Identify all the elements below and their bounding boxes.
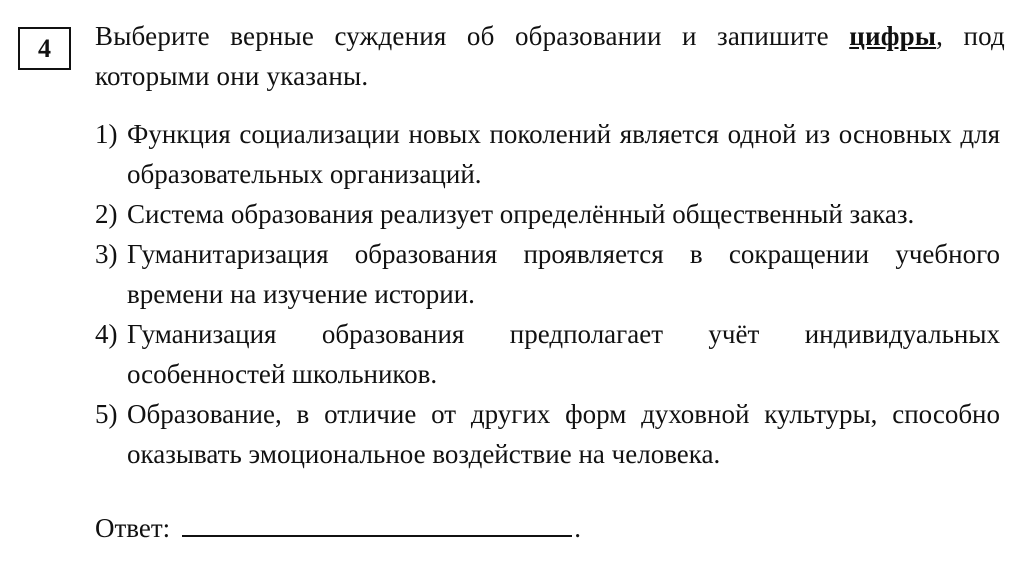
- task-number: 4: [38, 33, 51, 63]
- question-emphasis: цифры: [849, 21, 937, 51]
- options-list: [95, 114, 1000, 474]
- option-text: Функция социализации новых поколений является одной из основных для образовательных организаций.: [127, 119, 1000, 189]
- question-text: [95, 16, 1005, 96]
- option-number: 3): [95, 239, 118, 269]
- option-number: 5): [95, 399, 118, 429]
- question-after: , под которыми они указаны.: [95, 21, 1005, 91]
- option-text: Образование, в отличие от других форм духовной культуры, способно оказывать эмоциональное воздействие на человека.: [127, 399, 1000, 469]
- option-text: Гуманитаризация образования проявляется в сокращении учебного времени на изучение истории.: [127, 239, 1000, 309]
- option-4: [95, 314, 1000, 394]
- option-number: 4): [95, 319, 118, 349]
- option-3: [95, 234, 1000, 314]
- option-text: Система образования реализует определённый общественный заказ.: [127, 199, 915, 229]
- answer-row: [95, 508, 581, 548]
- option-2: [95, 194, 1000, 234]
- answer-end: .: [574, 513, 581, 543]
- option-5: [95, 394, 1000, 474]
- option-number: 2): [95, 199, 118, 229]
- option-number: 1): [95, 119, 118, 149]
- question-before: Выберите верные суждения об образовании и запишите: [95, 21, 850, 51]
- answer-label: Ответ:: [95, 513, 171, 543]
- answer-input-line[interactable]: [182, 509, 572, 537]
- option-text: Гуманизация образования предполагает учёт индивидуальных особенностей школьников.: [127, 319, 1000, 389]
- task-number-box: [18, 27, 71, 70]
- option-1: [95, 114, 1000, 194]
